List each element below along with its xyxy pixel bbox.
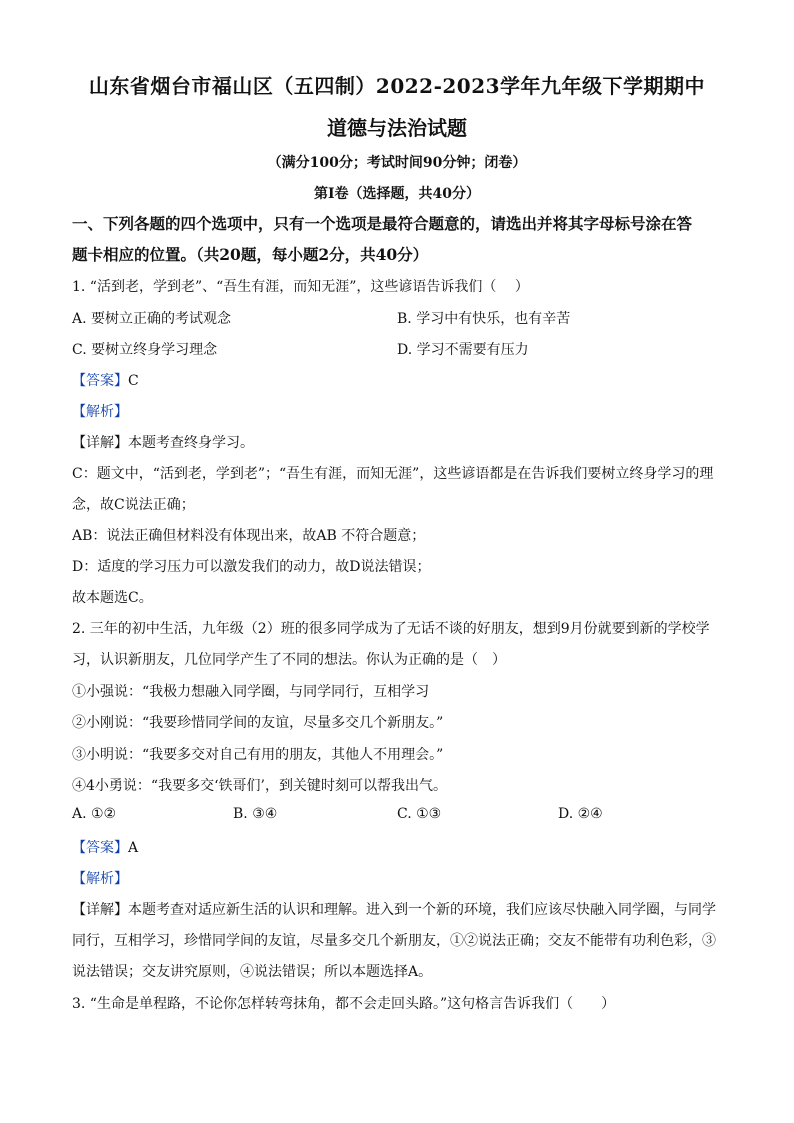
- detail-tag: 【详解】: [72, 902, 128, 918]
- answer-tag: 【答案】: [72, 840, 128, 856]
- q2-statement: ①小强说：“我极力想融入同学圈，与同学同行，互相学习: [72, 684, 430, 700]
- q1-explanation-line: D：适度的学习压力可以激发我们的动力，故D说法错误；: [72, 559, 431, 575]
- q1-conclusion: 故本题选C。: [72, 590, 153, 606]
- q2-statement: ③小明说：“我要多交对自己有用的朋友，其他人不用理会。”: [72, 747, 444, 763]
- analysis-tag: 【解析】: [72, 404, 128, 420]
- question-2-stem: 2. 三年的初中生活，九年级（2）班的很多同学成为了无话不谈的好朋友，想到9月份就要到新的学校学: [72, 621, 710, 637]
- q1-detail: [72, 432, 254, 452]
- q2-statement: ④4小勇说：“我要多交‘铁哥们’，到关键时刻可以帮我出气。: [72, 778, 447, 794]
- analysis-tag: 【解析】: [72, 871, 128, 887]
- q2-analysis: [72, 868, 128, 888]
- q2-option-d: D. ②④: [558, 806, 603, 822]
- q2-option-c: C. ①③: [397, 806, 442, 822]
- volume-heading: 第I卷（选择题，共40分）: [313, 186, 481, 202]
- q1-explanation-line: 念，故C说法正确；: [72, 497, 195, 513]
- question-2-stem-cont: 习，认识新朋友，几位同学产生了不同的想法。你认为正确的是（ ）: [72, 652, 506, 668]
- q2-detail-line: 同行，互相学习，珍惜同学间的友谊，尽量多交几个新朋友，①②说法正确；交友不能带有功利色彩，③: [72, 933, 716, 949]
- q1-answer-value: C: [128, 373, 139, 389]
- q2-answer-value: A: [128, 840, 139, 856]
- q2-statement: ②小刚说：“我要珍惜同学间的友谊，尽量多交几个新朋友。”: [72, 715, 444, 731]
- q2-detail-line: 说法错误；交友讲究原则，④说法错误；所以本题选择A。: [72, 964, 433, 980]
- q1-explanation-line: C：题文中，“活到老，学到老”；“吾生有涯，而知无涯”，这些谚语都是在告诉我们要树立终身学习的理: [72, 466, 714, 482]
- q1-option-c: C. 要树立终身学习理念: [72, 342, 218, 358]
- q2-answer: [72, 837, 138, 857]
- question-3-stem: 3. “生命是单程路，不论你怎样转弯抹角，都不会走回头路。”这句格言告诉我们（ ）: [72, 996, 616, 1012]
- section-heading-cont: 题卡相应的位置。（共20题，每小题2分，共40分）: [72, 245, 429, 264]
- q1-analysis: [72, 401, 128, 421]
- q1-option-a: A. 要树立正确的考试观念: [72, 311, 232, 327]
- q1-detail-text: 本题考查终身学习。: [128, 435, 254, 451]
- q1-option-b: B. 学习中有快乐，也有辛苦: [397, 311, 571, 327]
- exam-title: 山东省烟台市福山区（五四制）2022-2023学年九年级下学期期中: [88, 74, 706, 98]
- detail-tag: 【详解】: [72, 435, 128, 451]
- q2-option-b: B. ③④: [233, 806, 278, 822]
- question-1-stem: 1. “活到老，学到老”、“吾生有涯，而知无涯”，这些谚语告诉我们（ ）: [72, 279, 529, 295]
- exam-info: （满分100分；考试时间90分钟；闭卷）: [267, 155, 527, 171]
- q2-detail-text: 本题考查对适应新生活的认识和理解。进入到一个新的环境，我们应该尽快融入同学圈，与同学: [128, 902, 716, 918]
- q2-option-a: A. ①②: [72, 806, 117, 822]
- q2-detail: [72, 899, 716, 919]
- answer-tag: 【答案】: [72, 373, 128, 389]
- exam-subject-title: 道德与法治试题: [327, 116, 467, 140]
- q1-option-d: D. 学习不需要有压力: [397, 342, 529, 358]
- section-heading: 一、下列各题的四个选项中，只有一个选项是最符合题意的，请选出并将其字母标号涂在答: [72, 214, 693, 233]
- q1-answer: [72, 370, 139, 390]
- q1-explanation-line: AB：说法正确但材料没有体现出来，故AB 不符合题意；: [72, 528, 426, 544]
